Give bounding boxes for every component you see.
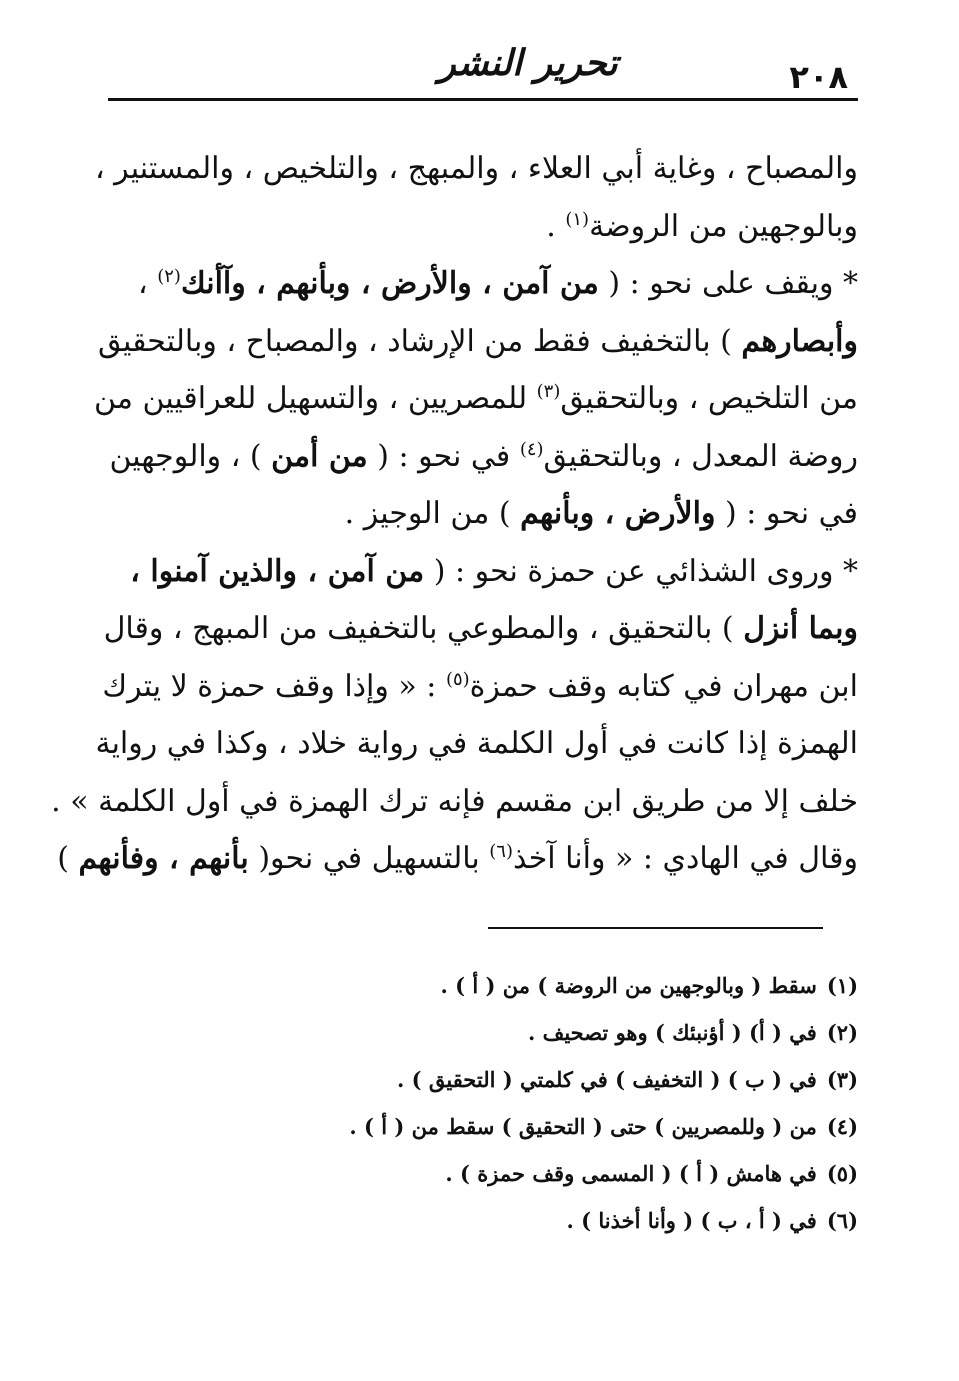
footnote-ref[interactable]: (٥) <box>445 668 470 690</box>
text-segment: الهمزة إذا كانت في أول الكلمة في رواية خلاد ، وكذا في رواية <box>95 726 858 761</box>
text-line <box>108 255 858 313</box>
footnote-item <box>108 1197 858 1244</box>
header-rule <box>108 98 858 101</box>
quranic-word: من أمن <box>271 438 368 474</box>
footnote-separator <box>488 927 823 929</box>
text-line <box>94 370 858 428</box>
footnote-number: (٥) <box>826 1161 858 1186</box>
text-segment: وبالوجهين من الروضة <box>589 208 858 244</box>
text-line <box>94 140 858 198</box>
footnote-ref[interactable]: (١) <box>565 208 590 230</box>
running-title: تحرير النشر <box>438 42 618 84</box>
text-segment: ) بالتحقيق ، والمطوعي بالتخفيف من المبهج ، وقال <box>103 611 744 646</box>
quranic-word: من آمن ، والأرض ، وبأنهم ، وآأنك <box>180 266 599 301</box>
text-segment: ) بالتخفيف فقط من الإرشاد ، والمصباح ، وبالتحقيق <box>98 323 742 359</box>
text-segment: . <box>546 208 566 244</box>
quranic-word: بأنهم ، وفأنهم <box>78 841 249 876</box>
text-line <box>108 485 858 543</box>
footnote-text: سقط ( وبالوجهين من الروضة ) من ( أ ) . <box>440 973 817 998</box>
text-segment: ) ، والوجهين <box>109 438 272 474</box>
text-segment: ) <box>57 841 79 876</box>
footnote-number: (١) <box>826 973 858 998</box>
text-segment: * وروى الشذائي عن حمزة نحو : ( <box>424 553 858 589</box>
footnote-item <box>108 1056 858 1103</box>
text-line <box>57 830 858 888</box>
text-segment: والمصباح ، وغاية أبي العلاء ، والمبهج ، والتلخيص ، والمستنير ، <box>94 151 858 186</box>
footnote-text: في هامش ( أ ) ( المسمى وقف حمزة ) . <box>445 1161 817 1186</box>
footnote-ref[interactable]: (٦) <box>489 841 513 862</box>
text-segment: من التلخيص ، وبالتحقيق <box>560 381 858 416</box>
footnote-item <box>108 1009 858 1056</box>
footnote-number: (٣) <box>826 1067 858 1092</box>
footnote-item <box>108 1103 858 1150</box>
text-line <box>108 543 858 601</box>
footnote-number: (٦) <box>826 1208 858 1233</box>
footnote-text: في ( ب ) ( التخفيف ) في كلمتي ( التحقيق ) . <box>396 1067 817 1092</box>
text-line <box>98 313 858 371</box>
footnote-text: من ( وللمصريين ) حتى ( التحقيق ) سقط من ( أ ) . <box>349 1114 817 1139</box>
text-segment: في نحو : ( <box>715 496 858 531</box>
footnote-item <box>108 962 858 1009</box>
quranic-word: وأبصارهم <box>741 323 858 359</box>
footnote-text: في ( أ) ( أؤنبئك ) وهو تصحيف . <box>527 1020 817 1045</box>
quranic-word: والأرض ، وبأنهم <box>520 496 716 531</box>
text-line <box>102 658 858 716</box>
text-segment: ابن مهران في كتابه وقف حمزة <box>469 668 858 704</box>
footnote-number: (٢) <box>826 1020 858 1045</box>
text-segment: وقال في الهادي : « وأنا آخذ <box>512 841 858 876</box>
text-line <box>51 773 858 831</box>
text-segment: : « وإذا وقف حمزة لا يترك <box>102 668 446 704</box>
text-line <box>95 715 858 773</box>
text-line <box>103 600 858 658</box>
footnote-text: في ( أ ، ب ) ( وأنا أخذنا ) . <box>566 1208 817 1233</box>
text-segment: ، <box>137 266 158 301</box>
footnotes <box>108 962 858 1244</box>
text-segment: للمصريين ، والتسهيل للعراقيين من <box>94 381 537 416</box>
text-segment: خلف إلا من طريق ابن مقسم فإنه ترك الهمزة في أول الكلمة » . <box>51 783 858 819</box>
footnote-number: (٤) <box>826 1114 858 1139</box>
main-text <box>51 140 858 888</box>
footnote-ref[interactable]: (٤) <box>519 438 544 460</box>
footnote-ref[interactable]: (٣) <box>536 381 561 402</box>
quranic-word: وبما أنزل <box>743 611 858 646</box>
quranic-word: من آمن ، والذين آمنوا ، <box>130 553 425 589</box>
page-header <box>108 38 858 102</box>
page-number: ٢٠٨ <box>789 58 848 96</box>
footnote-item <box>108 1150 858 1197</box>
text-segment: ) من الوجيز . <box>344 496 521 531</box>
text-segment: روضة المعدل ، وبالتحقيق <box>543 438 858 474</box>
footnote-ref[interactable]: (٢) <box>157 266 181 287</box>
text-segment: بالتسهيل في نحو( <box>248 841 490 876</box>
text-line <box>108 198 858 256</box>
text-line <box>108 428 858 486</box>
text-segment: * ويقف على نحو : ( <box>598 266 858 301</box>
text-segment: في نحو : ( <box>367 438 520 474</box>
